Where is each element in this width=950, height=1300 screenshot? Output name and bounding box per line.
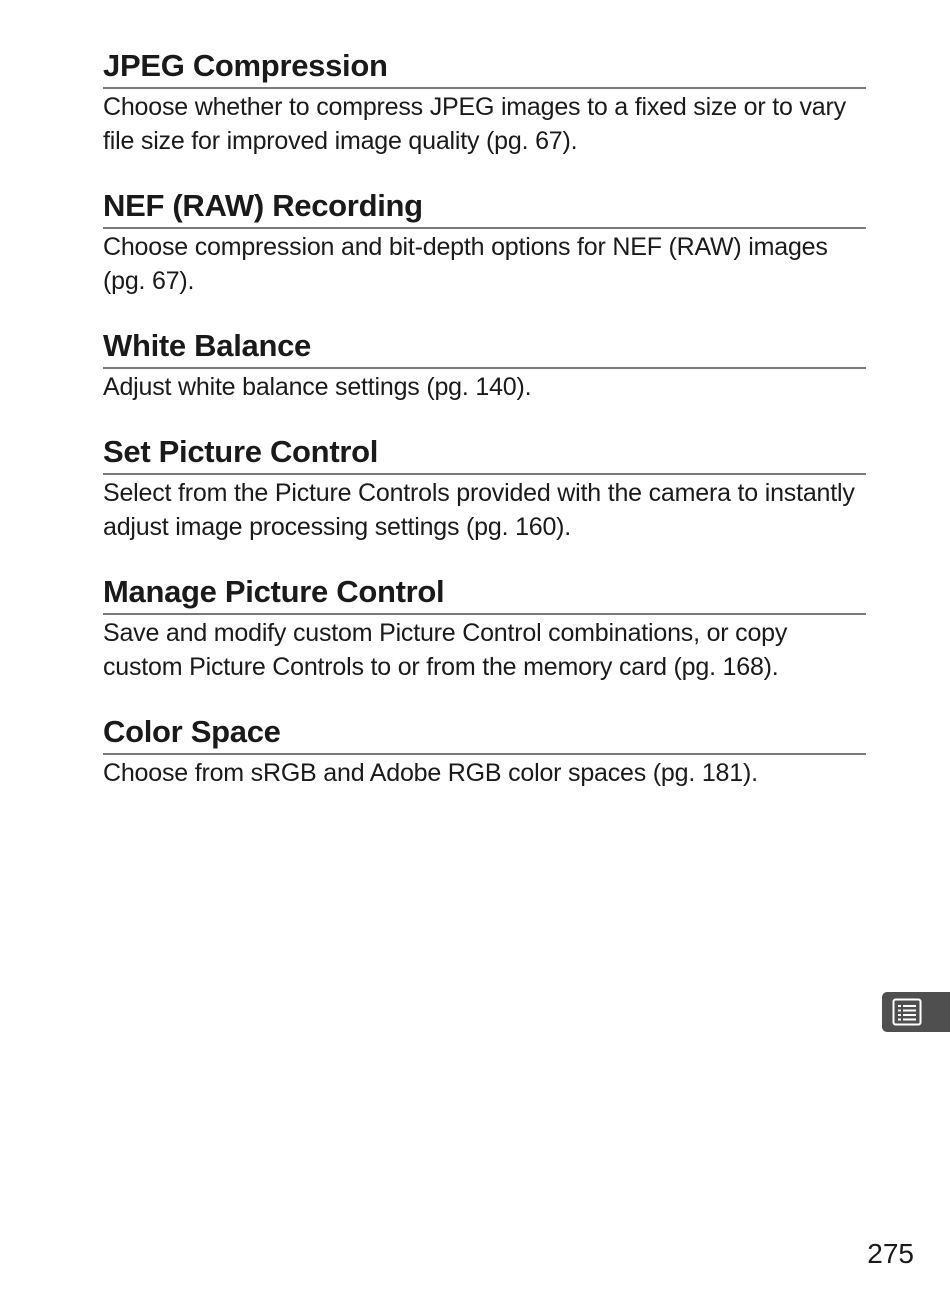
page-number: 275 [867, 1238, 914, 1269]
section-title: NEF (RAW) Recording [103, 186, 866, 229]
section-description: Save and modify custom Picture Control combinations, or copy custom Picture Controls to or from the memory card (pg. 168). [103, 619, 788, 681]
section-nef-raw-recording [103, 186, 866, 298]
section-description: Adjust white balance settings (pg. 140). [103, 373, 532, 401]
section-jpeg-compression [103, 46, 866, 158]
section-title: Color Space [103, 712, 866, 755]
document-content [103, 46, 866, 818]
section-description: Choose whether to compress JPEG images to a fixed size or to vary file size for improved image quality (pg. 67). [103, 93, 846, 155]
section-title: Manage Picture Control [103, 572, 866, 615]
section-description: Choose from sRGB and Adobe RGB color spaces (pg. 181). [103, 759, 758, 787]
section-title: White Balance [103, 326, 866, 369]
section-description: Choose compression and bit-depth options for NEF (RAW) images (pg. 67). [103, 233, 828, 295]
section-manage-picture-control [103, 572, 866, 684]
section-title: Set Picture Control [103, 432, 866, 475]
section-white-balance [103, 326, 866, 404]
section-set-picture-control [103, 432, 866, 544]
section-description: Select from the Picture Controls provided with the camera to instantly adjust image processing settings (pg. 160). [103, 479, 855, 541]
section-color-space [103, 712, 866, 790]
menu-guide-tab [882, 992, 950, 1032]
section-title: JPEG Compression [103, 46, 866, 89]
